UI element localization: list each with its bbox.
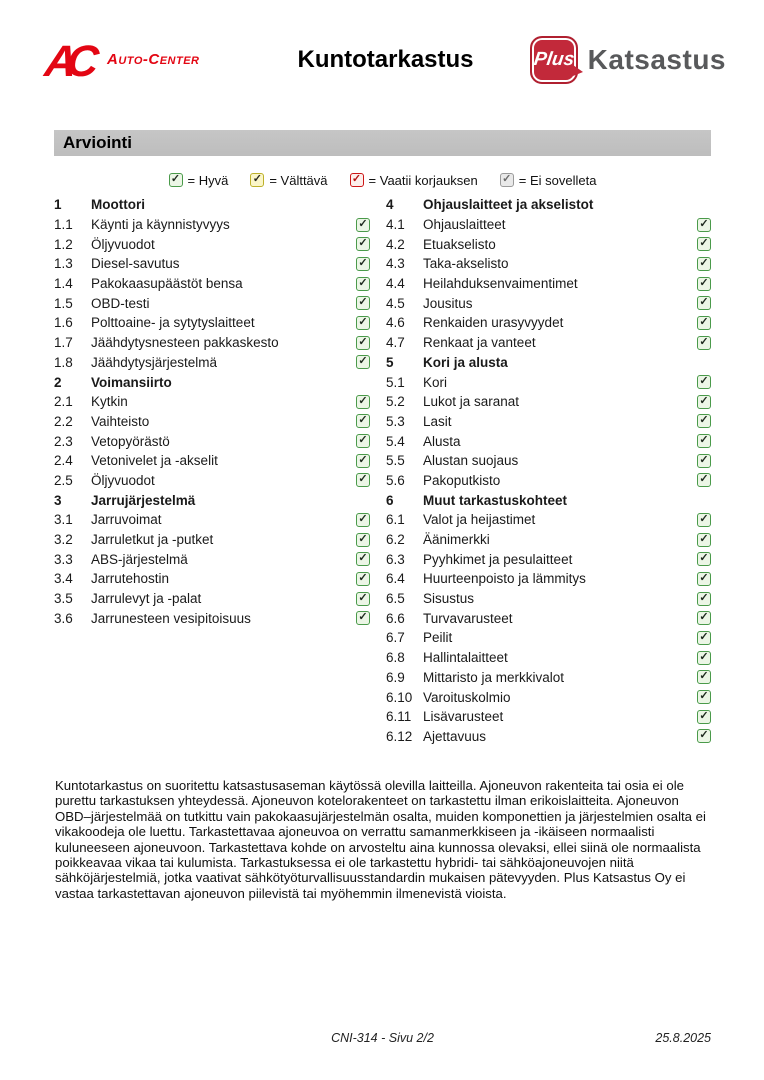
status-checkbox-good[interactable]: [356, 237, 370, 251]
section-label: Moottori: [91, 197, 145, 213]
page-title: Kuntotarkastus: [297, 46, 474, 73]
status-checkbox-good[interactable]: [356, 454, 370, 468]
item-number: 6.11: [386, 709, 412, 725]
item-number: 5.5: [386, 453, 405, 469]
check-icon: ✓: [699, 611, 709, 624]
check-icon: ✓: [699, 394, 709, 407]
item-number: 3.1: [54, 512, 73, 528]
checklist-item-row: [386, 431, 711, 451]
checklist-section-row: [386, 195, 711, 215]
section-label: Jarrujärjestelmä: [91, 492, 196, 508]
check-icon: ✓: [699, 256, 709, 269]
checklist-item-row: [386, 549, 711, 569]
checklist-item-row: [54, 274, 370, 294]
plus-badge-icon: [530, 36, 578, 84]
section-label: Kori ja alusta: [423, 354, 508, 370]
checklist-item-row: [386, 668, 711, 688]
item-number: 1.2: [54, 236, 73, 252]
item-label: Jarruletkut ja -putket: [91, 532, 214, 548]
check-icon: ✓: [358, 237, 368, 250]
checklist-item-row: [386, 215, 711, 235]
item-number: 1.3: [54, 256, 73, 272]
item-number: 5.1: [386, 374, 405, 390]
check-icon: ✓: [358, 571, 368, 584]
checklist-item-row: [54, 293, 370, 313]
checklist-item-row: [386, 608, 711, 628]
checklist-section-row: [386, 353, 711, 373]
check-icon: ✓: [252, 173, 262, 185]
check-icon: ✓: [699, 552, 709, 565]
item-number: 4.2: [386, 236, 405, 252]
check-icon: ✓: [699, 335, 709, 348]
item-label: Kytkin: [91, 394, 128, 410]
status-checkbox-good[interactable]: [356, 552, 370, 566]
item-number: 1.5: [54, 295, 73, 311]
section-title: Arviointi: [63, 133, 132, 152]
katsastus-logo-text: Katsastus: [587, 44, 726, 75]
status-checkbox-good[interactable]: [697, 533, 711, 547]
item-label: Kori: [423, 374, 448, 390]
item-label: Alustan suojaus: [423, 453, 519, 469]
check-icon: ✓: [358, 256, 368, 269]
item-number: 1.4: [54, 276, 73, 292]
status-checkbox-good[interactable]: [697, 651, 711, 665]
item-label: Renkaat ja vanteet: [423, 335, 536, 351]
item-label: Käynti ja käynnistyvyys: [91, 217, 230, 233]
checklist-item-row: [386, 234, 711, 254]
item-number: 3.4: [54, 571, 73, 587]
item-number: 5.3: [386, 413, 405, 429]
check-icon: ✓: [699, 434, 709, 447]
checklist-section-row: [54, 372, 370, 392]
item-label: Jarrutehostin: [91, 571, 170, 587]
item-number: 6.2: [386, 532, 405, 548]
check-icon: ✓: [699, 512, 709, 525]
disclaimer-text: Kuntotarkastus on suoritettu katsastusaseman käytössä olevilla laitteilla. Ajoneuvon rakenteita tai osia ei ole purettu tarkastuksen yhteydessä. Ajoneuvon kotelorakenteet on tarkastettu ilman erikoislaitteita. Ajoneuvon OBD–järjestelmää on tutkittu vain pakokaasujärjestelmän osalta, muiden komponettien ja järjestelmien osalta ei vikakoodeja ole luettu. Tarkastettavaa ajoneuvoa on verrattu samanmerkkiseen ja -ikäiseen normaalisti kuluneeseen ajoneuvoon. Tarkastettava kohde on arvosteltu aina kunnossa olevaksi, ellei siinä ole normaalista poikkeavaa vikaa tai kulumista. Tarkastuksessa ei ole tarkastettu hybridi- tai sähköajoneuvojen niitä sähköjärjestelmiä, jotka vaativat sähkötyöturvallisuusstandardin mukaisen pätevyyden. Plus Katsastus Oy ei vastaa tarkastettavan ajoneuvon piilevistä tai myöhemmin ilmenevistä vioista.: [55, 778, 706, 901]
check-icon: ✓: [699, 650, 709, 663]
item-label: Jarruvoimat: [91, 512, 162, 528]
item-number: 6.5: [386, 591, 405, 607]
check-icon: ✓: [358, 453, 368, 466]
checklist-item-row: [54, 431, 370, 451]
legend-item-fair: [250, 173, 327, 188]
check-icon: ✓: [351, 173, 362, 185]
status-checkbox-good[interactable]: [356, 533, 370, 547]
check-icon: ✓: [699, 630, 709, 643]
auto-center-logo-text: Auto-Center: [107, 51, 200, 68]
checklist-item-row: [54, 254, 370, 274]
checklist-item-row: [386, 510, 711, 530]
item-label: Varoituskolmio: [423, 689, 511, 705]
status-checkbox-good[interactable]: [356, 257, 370, 271]
item-label: Jarrulevyt ja -palat: [91, 591, 202, 607]
item-label: Mittaristo ja merkkivalot: [423, 669, 565, 685]
item-label: Pakoputkisto: [423, 472, 501, 488]
status-checkbox-good[interactable]: [697, 552, 711, 566]
item-number: 5.2: [386, 394, 405, 410]
item-label: Diesel-savutus: [91, 256, 180, 272]
checklist-section-row: [54, 490, 370, 510]
checklist-item-row: [54, 569, 370, 589]
item-label: Valot ja heijastimet: [423, 512, 536, 528]
plus-katsastus-logo: [530, 36, 726, 84]
status-checkbox-good[interactable]: [697, 296, 711, 310]
item-label: OBD-testi: [91, 295, 150, 311]
status-checkbox-good[interactable]: [356, 296, 370, 310]
item-number: 6.8: [386, 650, 405, 666]
check-icon: ✓: [699, 237, 709, 250]
check-icon: ✓: [699, 709, 709, 722]
item-number: 1.6: [54, 315, 73, 331]
checklist-column-1: [54, 195, 370, 746]
check-icon: ✓: [699, 532, 709, 545]
section-label: Ohjauslaitteet ja akselistot: [423, 197, 594, 213]
status-checkbox-good: [169, 173, 183, 187]
item-label: Renkaiden urasyvyydet: [423, 315, 564, 331]
item-label: Heilahduksenvaimentimet: [423, 276, 578, 292]
item-number: 6.4: [386, 571, 405, 587]
item-number: 6.9: [386, 669, 405, 685]
status-checkbox-good[interactable]: [697, 729, 711, 743]
page-footer: [54, 1031, 711, 1047]
status-checkbox-good[interactable]: [697, 336, 711, 350]
item-number: 5: [386, 354, 394, 370]
status-checkbox-fair: [250, 173, 264, 187]
status-checkbox-good[interactable]: [697, 454, 711, 468]
section-label: Voimansiirto: [91, 374, 172, 390]
checklist-item-row: [54, 471, 370, 491]
status-checkbox-good[interactable]: [697, 395, 711, 409]
status-checkbox-na: [500, 173, 514, 187]
item-label: ABS-järjestelmä: [91, 551, 188, 567]
status-checkbox-good[interactable]: [697, 257, 711, 271]
legend-label: = Hyvä: [187, 172, 229, 188]
item-label: Ohjauslaitteet: [423, 217, 506, 233]
status-checkbox-good[interactable]: [356, 336, 370, 350]
status-checkbox-good[interactable]: [697, 690, 711, 704]
checklist-item-row: [54, 549, 370, 569]
item-label: Taka-akselisto: [423, 256, 509, 272]
document-code-and-page-number: CNI-314 - Sivu 2/2: [331, 1031, 434, 1045]
item-label: Jäähdytysnesteen pakkaskesto: [91, 335, 279, 351]
check-icon: ✓: [699, 315, 709, 328]
report-date: 25.8.2025: [655, 1031, 711, 1045]
item-label: Peilit: [423, 630, 453, 646]
item-label: Ajettavuus: [423, 728, 487, 744]
item-number: 2: [54, 374, 62, 390]
legend-label: = Ei sovelleta: [518, 172, 597, 188]
checklist-item-row: [386, 628, 711, 648]
item-number: 5.4: [386, 433, 405, 449]
status-checkbox-good[interactable]: [697, 572, 711, 586]
item-number: 6.12: [386, 728, 413, 744]
check-icon: ✓: [699, 414, 709, 427]
item-label: Jousitus: [423, 295, 473, 311]
status-checkbox-good[interactable]: [697, 277, 711, 291]
check-icon: ✓: [358, 335, 368, 348]
item-label: Hallintalaitteet: [423, 650, 508, 666]
checklist-item-row: [386, 727, 711, 747]
status-checkbox-good[interactable]: [356, 513, 370, 527]
item-number: 2.2: [54, 413, 73, 429]
status-checkbox-good[interactable]: [697, 218, 711, 232]
item-number: 1: [54, 197, 62, 213]
check-icon: ✓: [699, 690, 709, 703]
item-number: 4.7: [386, 335, 405, 351]
checklist-item-row: [386, 569, 711, 589]
status-checkbox-good[interactable]: [356, 277, 370, 291]
checklist-column-2: [386, 195, 711, 746]
legend-label: = Vaatii korjauksen: [368, 172, 478, 188]
check-icon: ✓: [699, 453, 709, 466]
item-number: 1.8: [54, 354, 73, 370]
check-icon: ✓: [699, 276, 709, 289]
status-checkbox-good[interactable]: [697, 631, 711, 645]
check-icon: ✓: [358, 296, 368, 309]
checklist-item-row: [386, 254, 711, 274]
item-label: Jarrunesteen vesipitoisuus: [91, 610, 251, 626]
check-icon: ✓: [699, 473, 709, 486]
checklist-item-row: [386, 313, 711, 333]
check-icon: ✓: [358, 414, 368, 427]
check-icon: ✓: [699, 217, 709, 230]
item-number: 3.6: [54, 610, 73, 626]
item-label: Pyyhkimet ja pesulaitteet: [423, 551, 573, 567]
item-number: 4.4: [386, 276, 405, 292]
check-icon: ✓: [358, 591, 368, 604]
checklist-item-row: [386, 687, 711, 707]
section-label: Muut tarkastuskohteet: [423, 492, 568, 508]
item-number: 6.1: [386, 512, 405, 528]
check-icon: ✓: [699, 571, 709, 584]
check-icon: ✓: [699, 296, 709, 309]
checklist-item-row: [386, 293, 711, 313]
checklist-item-row: [386, 274, 711, 294]
status-legend: [54, 170, 711, 190]
item-number: 3: [54, 492, 62, 508]
item-number: 4: [386, 197, 394, 213]
checklist-item-row: [386, 451, 711, 471]
item-number: 1.7: [54, 335, 73, 351]
checklist-item-row: [386, 648, 711, 668]
check-icon: ✓: [170, 173, 181, 185]
status-checkbox-repair: [350, 173, 364, 187]
plus-badge-text: Plus: [532, 49, 576, 70]
item-number: 3.5: [54, 591, 73, 607]
checklist-item-row: [54, 451, 370, 471]
item-label: Öljyvuodot: [91, 472, 155, 488]
status-checkbox-good[interactable]: [697, 316, 711, 330]
item-label: Huurteenpoisto ja lämmitys: [423, 571, 586, 587]
item-number: 4.3: [386, 256, 405, 272]
status-checkbox-good[interactable]: [356, 395, 370, 409]
check-icon: ✓: [358, 315, 368, 328]
checklist-item-row: [54, 333, 370, 353]
check-icon: ✓: [358, 473, 368, 486]
check-icon: ✓: [358, 512, 368, 525]
checklist-item-row: [386, 392, 711, 412]
item-label: Sisustus: [423, 591, 475, 607]
checklist-section-row: [386, 490, 711, 510]
checklist-section-row: [54, 195, 370, 215]
status-checkbox-good[interactable]: [356, 592, 370, 606]
item-label: Polttoaine- ja sytytyslaitteet: [91, 315, 255, 331]
item-number: 6: [386, 492, 394, 508]
item-number: 6.3: [386, 551, 405, 567]
status-checkbox-good[interactable]: [697, 710, 711, 724]
status-checkbox-good[interactable]: [697, 375, 711, 389]
checklist-item-row: [386, 471, 711, 491]
status-checkbox-good[interactable]: [356, 414, 370, 428]
check-icon: ✓: [699, 670, 709, 683]
checklist-item-row: [386, 707, 711, 727]
check-icon: ✓: [358, 532, 368, 545]
item-number: 3.2: [54, 532, 73, 548]
status-checkbox-good[interactable]: [697, 513, 711, 527]
item-label: Jäähdytysjärjestelmä: [91, 354, 218, 370]
inspection-checklist: [54, 195, 711, 746]
checklist-item-row: [386, 589, 711, 609]
checklist-item-row: [54, 589, 370, 609]
check-icon: ✓: [699, 375, 709, 388]
item-number: 5.6: [386, 472, 405, 488]
item-label: Lisävarusteet: [423, 709, 504, 725]
item-number: 2.4: [54, 453, 73, 469]
item-number: 4.6: [386, 315, 405, 331]
item-number: 2.3: [54, 433, 73, 449]
checklist-item-row: [54, 392, 370, 412]
status-checkbox-good[interactable]: [356, 572, 370, 586]
report-header: [42, 36, 726, 98]
checklist-item-row: [386, 412, 711, 432]
status-checkbox-good[interactable]: [356, 218, 370, 232]
check-icon: ✓: [358, 276, 368, 289]
item-label: Vetonivelet ja -akselit: [91, 453, 218, 469]
auto-center-monogram-icon: AC: [42, 37, 92, 86]
check-icon: ✓: [358, 434, 368, 447]
item-number: 4.5: [386, 295, 405, 311]
checklist-item-row: [54, 608, 370, 628]
item-label: Öljyvuodot: [91, 236, 155, 252]
item-label: Alusta: [423, 433, 461, 449]
item-label: Turvavarusteet: [423, 610, 513, 626]
status-checkbox-good[interactable]: [356, 355, 370, 369]
status-checkbox-good[interactable]: [697, 611, 711, 625]
checklist-item-row: [54, 412, 370, 432]
item-label: Vetopyörästö: [91, 433, 170, 449]
checklist-item-row: [386, 372, 711, 392]
check-icon: ✓: [699, 729, 709, 742]
status-checkbox-good[interactable]: [697, 592, 711, 606]
item-label: Lukot ja saranat: [423, 394, 520, 410]
check-icon: ✓: [358, 355, 368, 368]
item-label: Etuakselisto: [423, 236, 496, 252]
legend-item-na: [500, 173, 597, 188]
check-icon: ✓: [358, 552, 368, 565]
checklist-item-row: [54, 510, 370, 530]
auto-center-logo: [42, 37, 200, 86]
legend-label: = Välttävä: [269, 172, 328, 188]
status-checkbox-good[interactable]: [697, 237, 711, 251]
check-icon: ✓: [699, 591, 709, 604]
check-icon: ✓: [502, 173, 512, 185]
legend-item-good: [169, 173, 229, 188]
item-number: 3.3: [54, 551, 73, 567]
check-icon: ✓: [358, 217, 368, 230]
status-checkbox-good[interactable]: [697, 670, 711, 684]
item-number: 6.7: [386, 630, 405, 646]
item-number: 4.1: [386, 217, 405, 233]
item-number: 2.1: [54, 394, 73, 410]
item-number: 6.10: [386, 689, 413, 705]
status-checkbox-good[interactable]: [697, 473, 711, 487]
checklist-item-row: [54, 353, 370, 373]
check-icon: ✓: [358, 394, 368, 407]
check-icon: ✓: [358, 611, 368, 624]
item-label: Äänimerkki: [423, 532, 490, 548]
checklist-item-row: [54, 313, 370, 333]
checklist-item-row: [54, 215, 370, 235]
legend-item-repair: [350, 173, 478, 188]
status-checkbox-good[interactable]: [356, 473, 370, 487]
item-label: Lasit: [423, 413, 452, 429]
checklist-item-row: [386, 333, 711, 353]
checklist-item-row: [54, 234, 370, 254]
status-checkbox-good[interactable]: [356, 611, 370, 625]
item-number: 1.1: [54, 217, 73, 233]
status-checkbox-good[interactable]: [356, 434, 370, 448]
checklist-item-row: [386, 530, 711, 550]
status-checkbox-good[interactable]: [697, 434, 711, 448]
status-checkbox-good[interactable]: [356, 316, 370, 330]
status-checkbox-good[interactable]: [697, 414, 711, 428]
item-label: Pakokaasupäästöt bensa: [91, 276, 243, 292]
item-number: 2.5: [54, 472, 73, 488]
section-header-arviointi: [54, 130, 711, 156]
checklist-item-row: [54, 530, 370, 550]
item-number: 6.6: [386, 610, 405, 626]
item-label: Vaihteisto: [91, 413, 150, 429]
